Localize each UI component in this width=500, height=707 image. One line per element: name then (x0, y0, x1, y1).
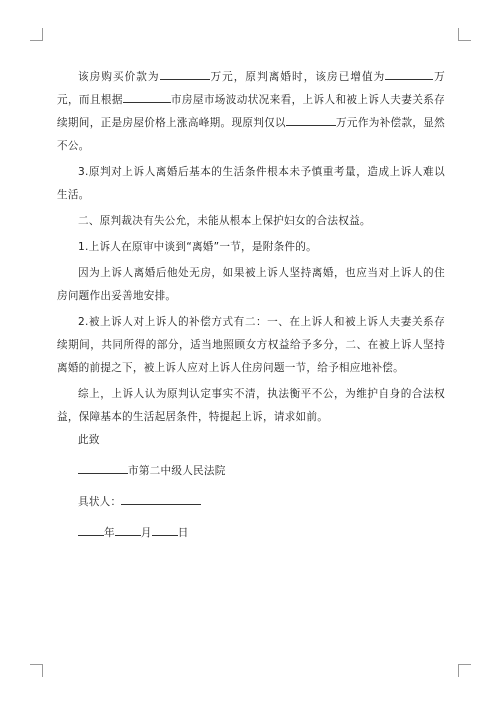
paragraph-section-two: 二、原判裁决有失公允，未能从根本上保护妇女的合法权益。 (78, 215, 371, 227)
blank-court-city[interactable] (78, 462, 128, 474)
month-label: 月 (140, 527, 152, 539)
crop-mark-top-left (30, 28, 43, 41)
blank-city-name[interactable] (123, 91, 171, 103)
paragraph-compensation: 2.被上诉人对上诉人的补偿方式有二：一、在上诉人和被上诉人夫妻关系存续期间，共同所得的部分，适当地照顾女方权益给予多分，二、在被上诉人坚持离婚的前提之下，被上诉人应对上诉人住房问题一节，给予相应地补偿。 (57, 316, 445, 374)
day-label: 日 (177, 527, 189, 539)
text-segment: 万元，而且根据 (57, 71, 446, 106)
salutation: 此致 (78, 434, 100, 446)
blank-purchase-price[interactable] (160, 68, 210, 80)
blank-month[interactable] (115, 524, 141, 536)
paragraph-housing: 因为上诉人离婚后他处无房，如果被上诉人坚持离婚，也应当对上诉人的住房问题作出妥善地安排。 (57, 267, 445, 302)
date-line (57, 522, 445, 545)
blank-signer[interactable] (121, 493, 201, 505)
text-segment: 万元作为补偿款，显然不公。 (57, 117, 446, 152)
paragraph-conclusion: 综上，上诉人认为原判认定事实不清，执法衡平不公，为维护自身的合法权益，保障基本的生活起居条件，特提起上诉，请求如前。 (57, 388, 445, 423)
court-line (57, 460, 445, 483)
court-name: 市第二中级人民法院 (128, 465, 226, 477)
year-label: 年 (104, 527, 115, 539)
blank-year[interactable] (78, 524, 104, 536)
blank-appreciated-value[interactable] (385, 68, 433, 80)
signer-line (57, 491, 445, 514)
crop-mark-bottom-right (458, 664, 471, 677)
signer-label: 具状人： (78, 496, 122, 508)
paragraph-house-price (57, 66, 445, 158)
paragraph-living-conditions: 3.原判对上诉人离婚后基本的生活条件根本未予慎重考量，造成上诉人难以生活。 (57, 166, 445, 201)
text-segment: 市房屋市场波动状况来看，上诉人和被上诉人夫妻关系存续期间，正是房屋价格上涨高峰期。现原判仅以 (57, 94, 446, 129)
crop-mark-top-right (458, 28, 471, 41)
paragraph-conditional-divorce: 1.上诉人在原审中谈到“离婚”一节，是附条件的。 (78, 241, 317, 253)
text-segment: 万元，原判离婚时，该房已增值为 (209, 71, 386, 83)
blank-compensation-amount[interactable] (286, 114, 336, 126)
blank-day[interactable] (152, 524, 178, 536)
text-segment: 该房购买价款为 (78, 71, 160, 83)
crop-mark-bottom-left (30, 664, 43, 677)
document-body (57, 66, 445, 545)
